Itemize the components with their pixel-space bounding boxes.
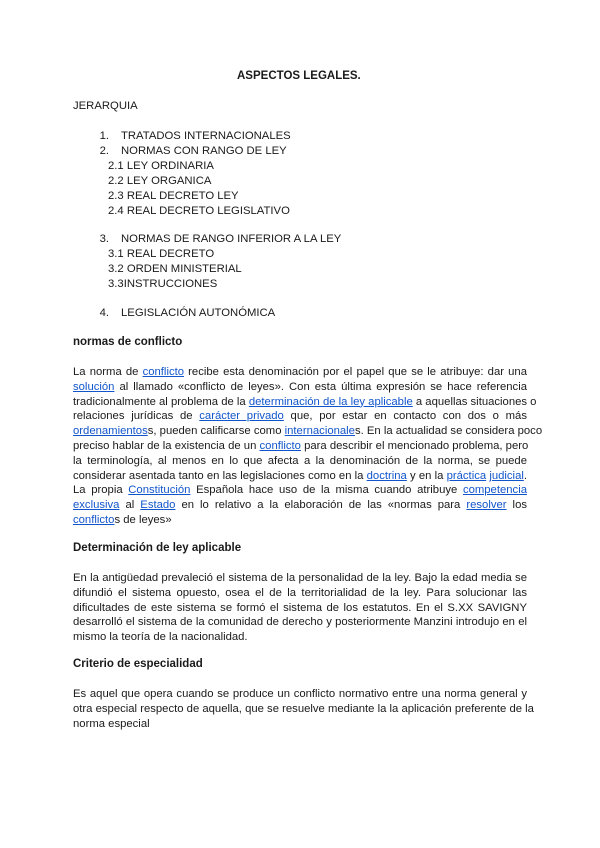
- text-run: y en la: [406, 469, 447, 482]
- text-run: La propia: [73, 484, 129, 497]
- text-run: al: [119, 499, 141, 512]
- list-subitem: 2.4 REAL DECRETO LEGISLATIVO: [108, 205, 290, 217]
- text-run: norma especial: [73, 717, 150, 730]
- section-paragraph: [73, 571, 527, 645]
- inline-link[interactable]: Estado: [140, 499, 176, 512]
- list-subitem: 2.2 LEY ORGANICA: [108, 175, 212, 187]
- text-run: preciso hablar de la existencia de un: [73, 439, 260, 452]
- inline-link[interactable]: solución: [73, 380, 115, 393]
- section-heading: Determinación de ley aplicable: [73, 542, 242, 554]
- inline-link[interactable]: conflicto: [259, 439, 301, 452]
- inline-link[interactable]: internacionale: [284, 425, 355, 438]
- text-run: mismo la teoría de la nacionalidad.: [73, 631, 248, 644]
- text-run: al llamado «conflicto de leyes». Con esta última expresión se hace referencia: [114, 380, 527, 393]
- text-run: la terminología, al menos en lo que afecta a la denominación de la norma, se puede: [73, 454, 527, 467]
- list-subitem: 3.3INSTRUCCIONES: [108, 278, 218, 290]
- paragraph-line: [73, 469, 527, 484]
- paragraph-line: [73, 454, 527, 469]
- text-run: considerar asentada tanto en las legislaciones como en la: [73, 469, 367, 482]
- inline-link[interactable]: competencia: [462, 484, 527, 497]
- inline-link[interactable]: ordenamientos: [73, 425, 148, 438]
- list-subitem: 3.1 REAL DECRETO: [108, 248, 215, 260]
- section-paragraph: [73, 365, 543, 528]
- paragraph-line: [73, 630, 527, 645]
- inline-link[interactable]: práctica: [446, 469, 487, 482]
- text-run: otra especial respecto de aquella, que se resuelve mediante la la aplicación preferente de la: [73, 702, 534, 715]
- paragraph-line: [73, 601, 527, 616]
- document-title: ASPECTOS LEGALES.: [237, 70, 361, 82]
- list-subitem: 2.1 LEY ORDINARIA: [108, 160, 214, 172]
- text-run: a aquellas situaciones o: [412, 395, 537, 408]
- list-item: 3. NORMAS DE RANGO INFERIOR A LA LEY: [99, 233, 342, 245]
- paragraph-line: [73, 586, 527, 601]
- text-run: .: [523, 469, 528, 482]
- paragraph-line: [73, 380, 527, 395]
- inline-link[interactable]: conflicto: [142, 366, 185, 378]
- paragraph-line: [73, 513, 527, 528]
- list-item: 4. LEGISLACIÓN AUTONÓMICA: [99, 307, 276, 319]
- paragraph-line: [73, 439, 527, 454]
- text-run: s de leyes»: [114, 513, 172, 526]
- text-run: s, pueden calificarse como: [147, 425, 285, 438]
- paragraph-line: [73, 395, 537, 410]
- text-run: La norma de: [73, 366, 143, 378]
- text-run: En la antigüedad prevaleció el sistema de la personalidad de la ley. Bajo la edad media se: [73, 572, 527, 584]
- paragraph-line: [73, 571, 527, 586]
- inline-link[interactable]: determinación de la ley aplicable: [248, 395, 413, 408]
- text-run: s. En la actualidad se considera poco: [354, 425, 543, 438]
- inline-link[interactable]: exclusiva: [73, 499, 120, 512]
- paragraph-line: [73, 365, 527, 380]
- paragraph-line: [73, 717, 527, 732]
- list-subitem: 3.2 ORDEN MINISTERIAL: [108, 263, 242, 275]
- inline-link[interactable]: judicial: [489, 469, 524, 482]
- paragraph-line: [73, 424, 543, 439]
- text-run: Española hace uso de la misma cuando atribuye: [190, 484, 463, 497]
- section-heading: normas de conflicto: [73, 336, 183, 348]
- paragraph-line: [73, 702, 534, 717]
- text-run: los: [506, 499, 527, 512]
- section-paragraph: [73, 687, 534, 731]
- text-run: relaciones jurídicas de: [73, 410, 200, 423]
- text-run: tradicionalmente al problema de la: [73, 395, 249, 408]
- inline-link[interactable]: doctrina: [366, 469, 407, 482]
- inline-link[interactable]: Constitución: [128, 484, 191, 497]
- paragraph-line: [73, 615, 527, 630]
- list-item: 2. NORMAS CON RANGO DE LEY: [99, 145, 287, 157]
- text-run: en lo relativo a la elaboración de las «normas para: [175, 499, 467, 512]
- text-run: que, por estar en contacto con dos o más: [283, 410, 527, 423]
- paragraph-line: [73, 687, 527, 702]
- paragraph-line: [73, 498, 527, 513]
- paragraph-line: [73, 483, 527, 498]
- text-run: desarrolló el sistema de la comunidad de derecho y posteriormente Manzini introdujo en el: [73, 616, 527, 629]
- text-run: difundió el sistema opuesto, osea el de la territorialidad de la ley. Para solucionar las: [73, 586, 527, 599]
- section-label-jerarquia: JERARQUIA: [73, 100, 138, 112]
- text-run: Es aquel que opera cuando se produce un conflicto normativo entre una norma general y: [73, 688, 527, 700]
- text-run: recibe esta denominación por el papel que se le atribuye: dar una: [184, 366, 527, 378]
- section-heading: Criterio de especialidad: [73, 658, 203, 670]
- inline-link[interactable]: conflicto: [73, 513, 115, 526]
- inline-link[interactable]: carácter privado: [199, 410, 284, 423]
- inline-link[interactable]: resolver: [466, 499, 507, 512]
- paragraph-line: [73, 409, 527, 424]
- text-run: para describir el mencionado problema, pero: [300, 439, 529, 452]
- text-run: dificultades de este sistema se formó el sistema de los estatutos. En el S.XX SAVIGNY: [73, 601, 527, 614]
- list-item: 1. TRATADOS INTERNACIONALES: [99, 130, 291, 142]
- list-subitem: 2.3 REAL DECRETO LEY: [108, 190, 239, 202]
